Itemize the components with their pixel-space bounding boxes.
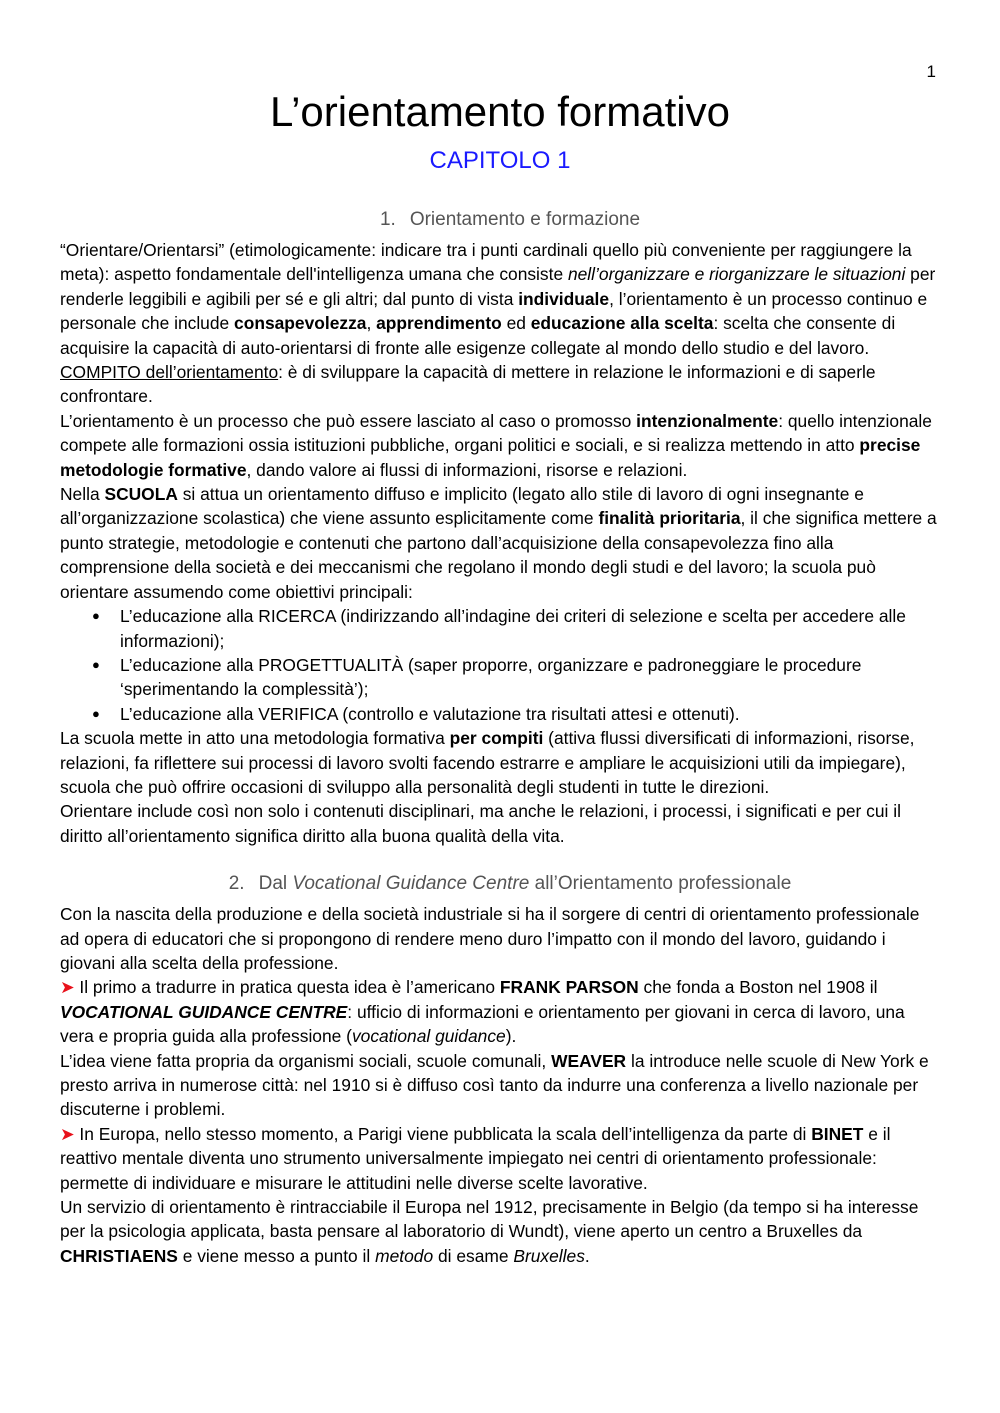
- chapter-heading: CAPITOLO 1: [429, 147, 571, 174]
- list-item: ● L’educazione alla PROGETTUALITÀ (saper proporre, organizzare e padroneggiare le procedure ‘sperimentando la complessità’);: [120, 653, 940, 702]
- list-item: ● L’educazione alla VERIFICA (controllo e valutazione tra risultati attesi e ottenuti).: [120, 702, 940, 726]
- paragraph: Con la nascita della produzione e della società industriale si ha il sorgere di centri di orientamento professionale ad opera di educatori che si propongono di rendere meno duro l’impatto con il mondo del lavoro, guidando i giovani alla scelta della professione.: [60, 904, 920, 973]
- arrow-icon: ➤: [60, 1123, 75, 1144]
- paragraph: “Orientare/Orientarsi” (etimologicamente: indicare tra i punti cardinali quello più conveniente per raggiungere la meta): aspetto fondamentale dell'intelligenza umana che consiste nell’organizzare e riorganizzare le situazioni per renderle leggibili e agibili per sé e gli altri; dal punto di vista individuale, l’orientamento è un processo continuo e personale che include consapevolezza, apprendimento ed educazione alla scelta: scelta che consente di acquisire la capacità di auto-orientarsi di fronte alle esigenze collegate al mondo dello studio e del lavoro.: [60, 240, 936, 358]
- section-1-title: Orientamento e formazione: [409, 209, 641, 230]
- list-item: ● L’educazione alla RICERCA (indirizzando all’indagine dei criteri di selezione e scelta per accedere alle informazioni);: [120, 604, 940, 653]
- section-1-number: 1.: [379, 209, 396, 230]
- paragraph: ➤ In Europa, nello stesso momento, a Parigi viene pubblicata la scala dell’intelligenza da parte di BINET e il reattivo mentale diventa uno strumento universalmente impiegato nei centri di orientamento professionale: permette di individuare e misurare le attitudini nelle diverse scelte lavorative.: [60, 1123, 891, 1193]
- paragraph: COMPITO dell’orientamento: è di sviluppare la capacità di mettere in relazione le informazioni e di saperle confrontare.: [60, 362, 876, 407]
- paragraph: ➤ Il primo a tradurre in pratica questa idea è l’americano FRANK PARSON che fonda a Boston nel 1908 il VOCATIONAL GUIDANCE CENTRE: ufficio di informazioni e orientamento per giovani in cerca di lavoro, una vera e propria guida alla professione (vocational guidance).: [60, 977, 905, 1047]
- section-2-number: 2.: [228, 873, 245, 895]
- section-2-heading: 2. Dal Vocational Guidance Centre all’Orientamento professionale: [228, 873, 792, 895]
- paragraph: Nella SCUOLA si attua un orientamento diffuso e implicito (legato allo stile di lavoro di ogni insegnante e all’organizzazione scolastica) che viene assunto esplicitamente come finalità prioritaria, il che significa mettere a punto strategie, metodologie e contenuti che partono dall’acquisizione della consapevolezza fino alla comprensione della società e dei meccanismi che regolano il mondo degli studi e del lavoro; la scuola può orientare assumendo come obiettivi principali:: [60, 484, 937, 602]
- document-body: [60, 206, 940, 1268]
- paragraph: Orientare include così non solo i contenuti disciplinari, ma anche le relazioni, i processi, i significati e per cui il diritto all’orientamento significa diritto alla buona qualità della vita.: [60, 801, 901, 846]
- paragraph: L’idea viene fatta propria da organismi sociali, scuole comunali, WEAVER la introduce nelle scuole di New York e presto arriva in numerose città: nel 1910 si è diffuso così tanto da indurre una conferenza a livello nazionale per discuterne i problemi.: [60, 1050, 929, 1120]
- document-title: L’orientamento formativo: [270, 88, 730, 135]
- arrow-icon: ➤: [60, 977, 75, 998]
- paragraph: La scuola mette in atto una metodologia formativa per compiti (attiva flussi diversificati di informazioni, risorse, relazioni, fa riflettere sui processi di lavoro svolti facendo estrarre e ampliare le acquisizioni utili da impiegare), scuola che può offrire occasioni di sviluppo alla personalità degli studenti in tutte le direzioni.: [60, 728, 915, 797]
- section-1-heading: [60, 206, 940, 234]
- paragraph: L’orientamento è un processo che può essere lasciato al caso o promosso intenzionalmente: quello intenzionale compete alle formazioni ossia istituzioni pubbliche, organi politici e sociali, e si realizza mettendo in atto precise metodologie formative, dando valore ai flussi di informazioni, risorse e relazioni.: [60, 410, 932, 480]
- page-number: 1: [926, 62, 936, 81]
- paragraph: Un servizio di orientamento è rintracciabile il Europa nel 1912, precisamente in Belgio (da tempo si ha interesse per la psicologia applicata, basta pensare al laboratorio di Wundt), viene aperto un centro a Bruxelles da CHRISTIAENS e viene messo a punto il metodo di esame Bruxelles.: [60, 1197, 919, 1266]
- objectives-list: [60, 604, 940, 726]
